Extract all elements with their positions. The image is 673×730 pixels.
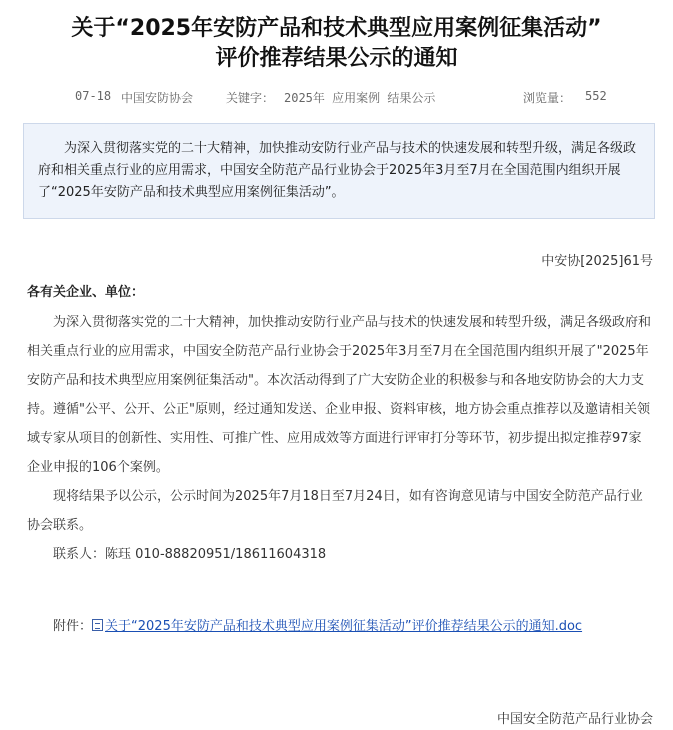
source-name: 中国安防协会	[121, 91, 194, 105]
publish-date: 07-18	[75, 89, 112, 103]
title-line-1: 关于“2025年安防产品和技术典型应用案例征集活动”	[71, 16, 602, 41]
body-paragraph-1: 为深入贯彻落实党的二十大精神，加快推动安防行业产品与技术的快速发展和转型升级，满足各级政府和相关重点行业的应用需求，中国安全防范产品行业协会于2025年3月至7月在全国范围内组织开展了"2025年安防产品和技术典型应用案例征集活动"。本次活动得到了广大安防企业的积极参与和各地安防协会的大力支持。遵循"公平、公开、公正"原则，经过通知发送、企业申报、资料审核，地方协会重点推荐以及邀请相关领域专家从项目的创新性、实用性、可推广性、应用成效等方面进行评审打分等环节，初步提出拟定推荐97家企业申报的106个案例。	[27, 315, 652, 475]
summary-box	[23, 123, 655, 219]
salutation: 各有关企业、单位：	[27, 285, 145, 300]
view-count: 552	[585, 89, 607, 103]
keywords: 2025年 应用案例 结果公示	[284, 91, 436, 105]
attachment-label: 附件：	[53, 619, 93, 634]
attachment-link[interactable]	[92, 619, 582, 634]
attachment-row	[27, 612, 627, 641]
title-line-2: 评价推荐结果公示的通知	[215, 46, 458, 71]
doc-file-icon	[92, 619, 103, 631]
attachment-link-text: 关于“2025年安防产品和技术典型应用案例征集活动”评价推荐结果公示的通知.doc	[105, 619, 583, 634]
document-number: 中安协[2025]61号	[541, 254, 653, 269]
article-title	[0, 14, 673, 74]
contact-line: 联系人：陈珏 010-88820951/18611604318	[53, 547, 327, 562]
views-label: 浏览量：	[523, 91, 572, 105]
signature: 中国安全防范产品行业协会	[496, 712, 653, 727]
body-paragraph-2: 现将结果予以公示，公示时间为2025年7月18日至7月24日，如有咨询意见请与中国安全防范产品行业协会联系。	[27, 489, 643, 533]
keywords-label: 关键字：	[226, 91, 275, 105]
summary-text: 为深入贯彻落实党的二十大精神，加快推动安防行业产品与技术的快速发展和转型升级，满足各级政府和相关重点行业的应用需求，中国安全防范产品行业协会于2025年3月至7月在全国范围内组织开展了“2025年安防产品和技术典型应用案例征集活动”。	[38, 141, 637, 200]
article-body	[27, 308, 654, 569]
